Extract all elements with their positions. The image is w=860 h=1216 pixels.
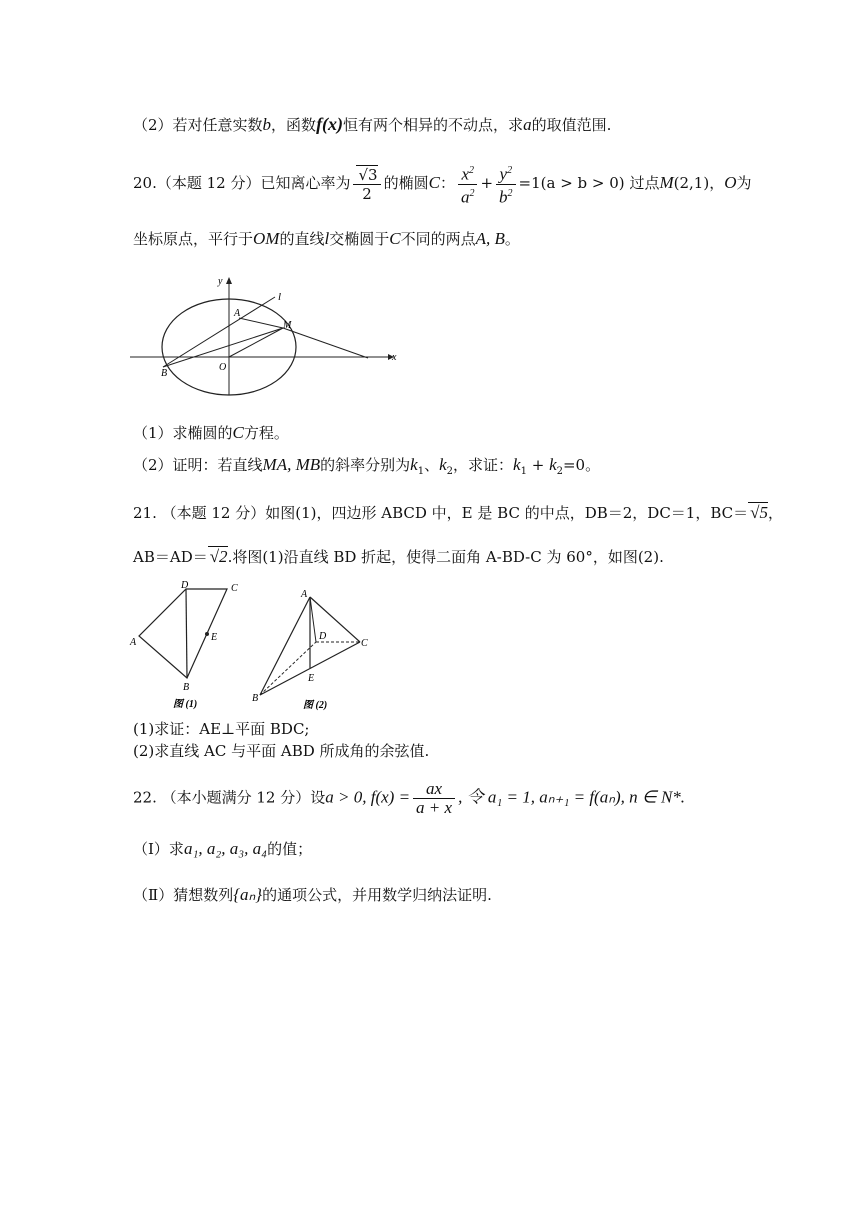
label-E: E	[211, 632, 218, 643]
var-b: b	[262, 115, 272, 134]
text: 不同的两点	[400, 230, 476, 248]
fraction-ax-over-a-plus-x	[413, 780, 455, 817]
q22-sub1	[133, 838, 312, 859]
edge-AC	[310, 597, 360, 642]
var-C: C	[389, 229, 401, 248]
label-C: C	[361, 638, 368, 649]
text: 22. （本小题满分 12 分）设	[133, 788, 326, 807]
condition: a > 0, f(x) =	[325, 787, 411, 807]
label-M: M	[283, 320, 292, 331]
q22-sub2	[133, 884, 492, 905]
terms: a₁, a₂, a₃, a₄	[183, 839, 268, 858]
label-O: O	[219, 362, 227, 373]
sequence: {aₙ}	[233, 885, 263, 904]
var-C: C	[232, 423, 244, 442]
label-y: y	[218, 276, 223, 287]
y: y	[499, 164, 508, 184]
a: a	[460, 187, 470, 207]
label-l: l	[278, 291, 282, 303]
var-k1: k	[410, 455, 418, 474]
sqrt5: √5	[750, 503, 768, 522]
label-D: D	[319, 631, 327, 642]
text: 、	[424, 456, 440, 474]
recurrence: , 令 a₁ = 1, aₙ₊₁ = f(aₙ), n ∈ N*.	[458, 787, 686, 807]
text: 的直线	[279, 230, 325, 248]
line-MA	[239, 318, 283, 328]
fraction-y2-b2: $\frac{y^2}{b^2}$	[496, 162, 516, 206]
q19-part2	[133, 114, 611, 135]
label-A: A	[130, 637, 137, 648]
label-D: D	[181, 580, 189, 591]
text: 的通项公式，并用数学归纳法证明.	[262, 886, 492, 904]
tetrahedron-figure-2	[250, 580, 380, 715]
text: 交椭圆于	[329, 230, 390, 248]
edge-AD	[310, 597, 316, 642]
point-E	[205, 632, 209, 636]
sqrt2: √2	[209, 547, 228, 566]
label-A: A	[301, 589, 308, 600]
edge-AB	[260, 597, 310, 695]
label-B: B	[161, 368, 168, 379]
text: AB＝AD＝	[133, 548, 208, 566]
sqrt3: √3	[358, 165, 378, 184]
text: 方程。	[243, 424, 289, 442]
text: ，求证：	[453, 456, 514, 474]
q21-line1	[133, 502, 783, 523]
num: ax	[413, 780, 455, 799]
den: a + x	[416, 798, 453, 817]
text: 20.（本题 12 分）已知离心率为	[133, 174, 351, 193]
var-AB: A, B	[475, 229, 505, 248]
label-B: B	[252, 693, 259, 704]
text: （Ⅱ）猜想数列	[133, 886, 234, 904]
fraction-x2-a2: $\frac{x^2}{a^2}$	[458, 162, 478, 206]
text: 的取值范围.	[531, 116, 612, 134]
text: 21. （本题 12 分）如图(1)，四边形 ABCD 中，E 是 BC 的中点，DB＝2，DC＝1，BC＝	[133, 504, 749, 522]
text: ，函数	[271, 116, 317, 134]
ellipse-figure	[130, 270, 410, 400]
var-C: C	[428, 173, 440, 193]
text: 为	[736, 174, 752, 193]
text: 的值；	[267, 840, 313, 858]
q21-sub1: (1)求证：AE⊥平面 BDC;	[133, 720, 310, 738]
op: +	[526, 456, 550, 474]
text: =0。	[562, 456, 601, 474]
q21-line2	[133, 546, 664, 567]
caption-fig2: 图 (2)	[303, 700, 328, 711]
var-M: M	[659, 173, 674, 193]
func-fx: f(x)	[316, 114, 344, 134]
text: 坐标原点，平行于	[133, 230, 254, 248]
b: b	[499, 187, 508, 207]
edge-BD	[260, 642, 316, 695]
text: （2）证明：若直线	[133, 456, 263, 474]
label-B: B	[183, 682, 190, 693]
text: 过点	[629, 174, 660, 193]
var-O: O	[724, 173, 737, 193]
text: ：	[439, 174, 455, 193]
var-MAMB: MA, MB	[262, 455, 321, 474]
q21-sub2: (2)求直线 AC 与平面 ABD 所成角的余弦值.	[133, 742, 430, 760]
q22-heading	[133, 780, 685, 817]
label-x: x	[392, 352, 397, 363]
quadrilateral-figure-1	[128, 578, 248, 713]
den: 2	[362, 184, 372, 203]
diag-DB	[186, 589, 187, 678]
fraction-sqrt3-over-2	[353, 166, 380, 203]
coord: (2,1)	[673, 174, 710, 193]
text: 的椭圆	[383, 174, 429, 193]
text: （Ⅰ）求	[133, 840, 184, 858]
var-k2: k	[549, 455, 557, 474]
q20-line2	[133, 228, 520, 249]
text: 的斜率分别为	[320, 456, 411, 474]
eq: =1(a > b > 0)	[518, 174, 625, 193]
q20-sub1	[133, 422, 289, 443]
text: （1）求椭圆的	[133, 424, 233, 442]
var-OM: OM	[253, 229, 280, 248]
text: （2）若对任意实数	[133, 116, 263, 134]
var-k1: k	[513, 455, 521, 474]
text: ，	[709, 174, 725, 193]
text: 恒有两个相异的不动点，求	[343, 116, 524, 134]
text: 。	[504, 230, 520, 248]
var-a: a	[523, 115, 532, 134]
q20-sub2: （2）证明：若直线MA, MB的斜率分别为$k_1$、$k_2$，求证：$k_1 + k_2=0$。	[133, 455, 601, 477]
x: x	[461, 164, 469, 184]
label-E: E	[308, 673, 315, 684]
var-l: l	[324, 229, 330, 248]
var-k2: k	[439, 455, 447, 474]
label-C: C	[231, 583, 238, 594]
caption-fig1: 图 (1)	[173, 699, 198, 710]
label-A: A	[234, 308, 241, 319]
q20-heading: 20.（本题 12 分）已知离心率为 $\frac{√3}{2}$ 的椭圆C： $\frac{x^2}{a^2}$ + $\frac{y^2}{b^2}$ =1(a > b > 0) 过点M(2,1)，O为	[133, 162, 752, 206]
text: ，	[767, 504, 783, 522]
text: .将图(1)沿直线 BD 折起，使得二面角 A-BD-C 为 60°，如图(2).	[227, 548, 664, 566]
